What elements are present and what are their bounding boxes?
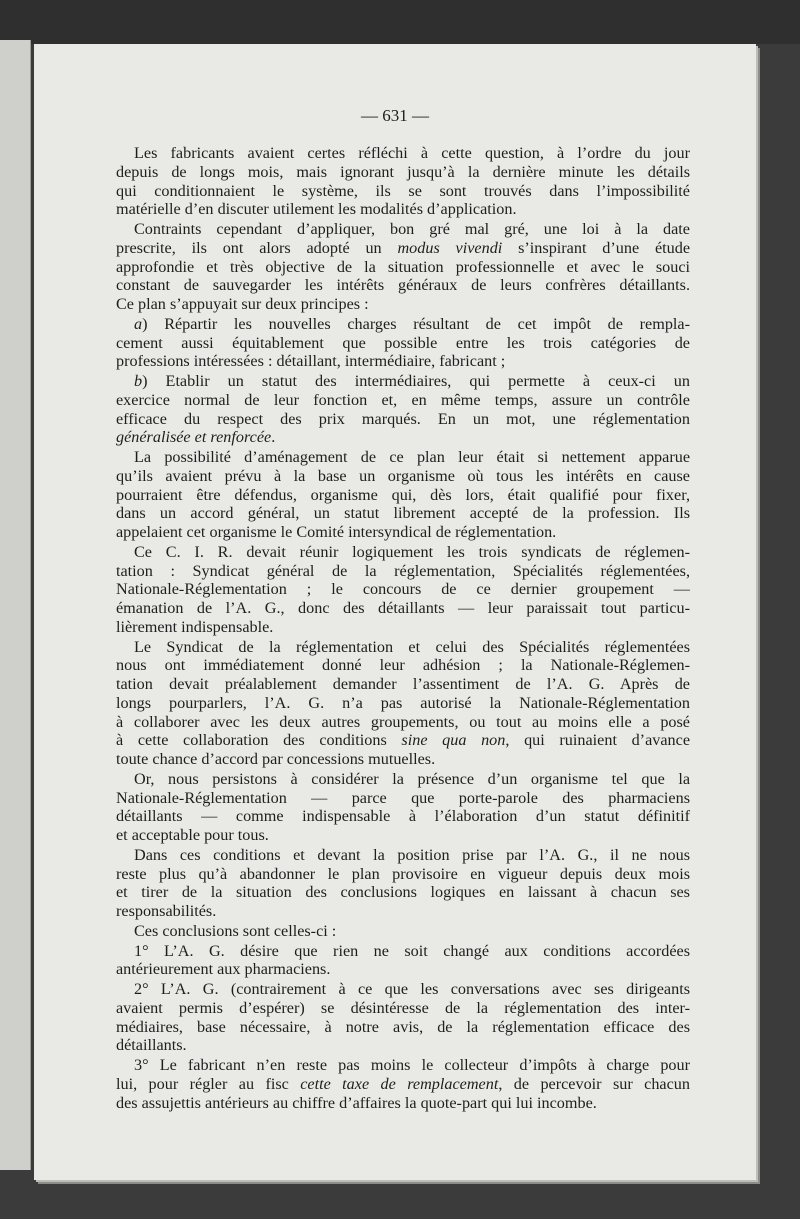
text-line: médiaires, base nécessaire, à notre avis, de la réglementation efficace des (116, 1017, 690, 1036)
text-line: depuis de longs mois, mais ignorant jusqu’à la dernière minute les détails (116, 162, 690, 181)
text-line: avaient permis d’espérer) se désintéresse de la réglementation des inter- (116, 998, 690, 1017)
paragraph (116, 922, 690, 941)
italic-run: généralisée et renforcée (116, 428, 272, 447)
text-line: La possibilité d’aménagement de ce plan leur était si nettement apparue (134, 448, 690, 466)
paragraph (116, 1056, 690, 1112)
paragraph (116, 372, 690, 447)
text-line: 3° Le fabricant n’en reste pas moins le collecteur d’impôts à charge pour (134, 1056, 690, 1074)
text-line: constant de sauvegarder les intérêts généraux de leurs confrères détaillants. (116, 276, 690, 295)
text-line: Contraints cependant d’appliquer, bon gré mal gré, une loi à la date (134, 220, 690, 238)
italic-run: sine qua non (401, 731, 506, 750)
text-line: efficace du respect des prix marqués. En un mot, une réglementation (116, 409, 690, 428)
paragraph (116, 315, 690, 371)
italic-run: b (134, 372, 143, 390)
text-run: , de percevoir sur chacun (498, 1074, 690, 1093)
text-run: . (271, 428, 276, 447)
text-line: des assujettis antérieurs au chiffre d’affaires la quote-part qui lui incombe. (116, 1093, 597, 1112)
text-line: matérielle d’en discuter utilement les modalités d’application. (116, 200, 517, 219)
paragraph (116, 543, 690, 637)
text-line: appelaient cet organisme le Comité intersyndical de réglementation. (116, 523, 557, 541)
text-run: lui, pour régler au fisc (116, 1074, 301, 1093)
paragraph (116, 638, 690, 769)
text-line: lièrement indispensable. (116, 617, 274, 636)
text-line: Nationale-Réglementation ; le concours de ce dernier groupement — (116, 580, 690, 599)
text-run: s’inspirant d’une étude (502, 238, 690, 257)
paragraph (116, 770, 690, 845)
text-line: émanation de l’A. G., donc des détaillants — leur paraissait tout particu- (116, 599, 690, 617)
text-line: nous ont immédiatement donné leur adhésion ; la Nationale-Réglemen- (116, 656, 690, 675)
text-run: prescrite, ils ont alors adopté un (116, 238, 398, 257)
text-line: reste plus qu’à abandonner le plan provisoire en vigueur depuis deux mois (116, 864, 690, 883)
book-page (34, 44, 756, 1180)
text-run: , qui ruinaient d’avance (505, 731, 691, 750)
paragraph (116, 220, 690, 314)
text-line: à collaborer avec les deux autres groupements, ou tout au moins elle a posé (116, 712, 690, 731)
text-line: approfondie et très objective de la situation professionnelle et avec le souci (116, 257, 690, 276)
text-line: et tirer de la situation des conclusions logiques en laissant à chacun ses (116, 883, 690, 902)
text-line: dans un accord général, un statut librement accepté de la profession. Ils (116, 504, 690, 523)
paragraph (116, 942, 690, 980)
paragraph (116, 144, 690, 219)
text-line: Le Syndicat de la réglementation et celui des Spécialités réglementées (134, 637, 690, 656)
text-line: Ce C. I. R. devait réunir logiquement les trois syndicats de réglemen- (134, 542, 690, 561)
facing-page-edge (0, 40, 31, 1170)
text-line: qui conditionnaient le système, ils se sont trouvés dans l’impossibilité (116, 181, 690, 200)
text-line: pourraient être défendus, organisme qui, dès lors, était qualifié pour fixer, (116, 485, 690, 504)
text-line (116, 315, 690, 334)
text-line: Les fabricants avaient certes réfléchi à cette question, à l’ordre du jour (134, 144, 690, 162)
text-line: professions intéressées : détaillant, intermédiaire, fabricant ; (116, 352, 506, 371)
text-line: Dans ces conditions et devant la position prise par l’A. G., il ne nous (134, 845, 690, 864)
italic-run: cette taxe de remplacement (300, 1074, 499, 1093)
paragraph (116, 448, 690, 542)
text-run: ) Etablir un statut des intermédiaires, qui permette à ceux-ci un (142, 372, 690, 390)
text-line: 2° L’A. G. (contrairement à ce que les conversations avec ses dirigeants (134, 980, 690, 998)
paragraph (116, 846, 690, 921)
scanner-background (0, 0, 800, 44)
text-line: Ces conclusions sont celles-ci : (134, 921, 337, 940)
text-line: 1° L’A. G. désire que rien ne soit changé aux conditions accordées (134, 941, 690, 960)
paragraph (116, 980, 690, 1055)
text-line: cement aussi équitablement que possible entre les trois catégories de (116, 333, 690, 352)
text-line (116, 239, 690, 258)
text-run: ) Répartir les nouvelles charges résultant de cet impôt de rempla- (142, 314, 690, 333)
text-line: exercice normal de leur fonction et, en même temps, assure un contrôle (116, 390, 690, 409)
text-line: Ce plan s’appuyait sur deux principes : (116, 295, 369, 313)
text-line: et acceptable pour tous. (116, 826, 269, 844)
page-number: — 631 — (361, 106, 429, 125)
text-run: à cette collaboration des conditions (116, 731, 402, 750)
text-line (116, 1075, 690, 1094)
text-line: antérieurement aux pharmaciens. (116, 960, 331, 979)
text-line: tation : Syndicat général de la réglementation, Spécialités réglementées, (116, 561, 690, 580)
text-line: responsabilités. (116, 902, 217, 920)
text-line: toute chance d’accord par concessions mutuelles. (116, 750, 436, 768)
text-line: qu’ils avaient prévu à la base un organisme où tous les intérêts en cause (116, 466, 690, 485)
text-line (116, 372, 690, 391)
body-text (116, 144, 690, 1112)
text-line: détaillants. (116, 1036, 187, 1055)
text-line: détaillants — comme indispensable à l’élaboration d’un statut définitif (116, 807, 690, 826)
text-line (116, 731, 690, 750)
italic-run: modus vivendi (397, 238, 503, 257)
text-line: Nationale-Réglementation — parce que porte-parole des pharmaciens (116, 788, 690, 807)
text-line (116, 428, 690, 447)
italic-run: a (134, 314, 143, 333)
text-line: Or, nous persistons à considérer la présence d’un organisme tel que la (134, 769, 690, 788)
text-line: longs pourparlers, l’A. G. n’a pas autorisé la Nationale-Réglementation (116, 693, 690, 712)
text-line: tation devait préalablement demander l’assentiment de l’A. G. Après de (116, 675, 690, 693)
